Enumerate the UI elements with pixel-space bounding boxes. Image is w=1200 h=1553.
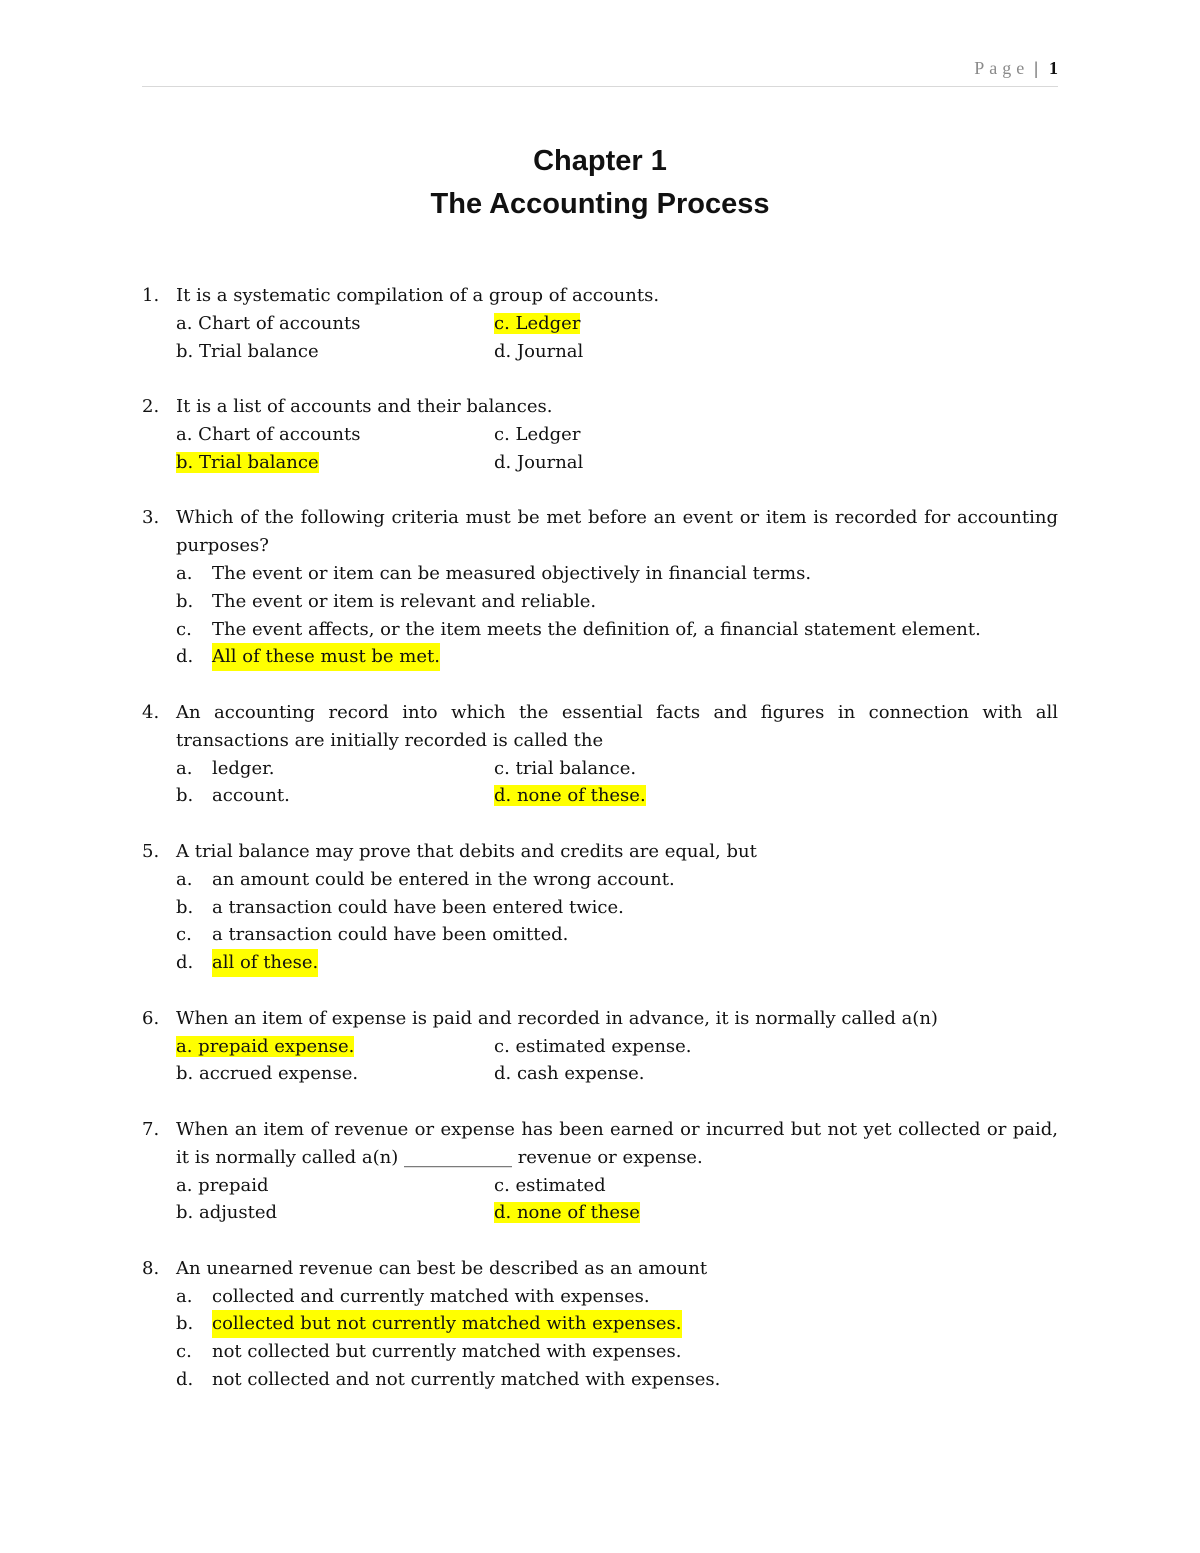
option-a-answer: a. prepaid expense. — [176, 1035, 355, 1057]
option-b: b. The event or item is relevant and reliable. — [176, 590, 597, 612]
option-c: c. a transaction could have been omitted. — [176, 924, 569, 946]
chapter-subtitle: The Accounting Process — [430, 188, 770, 220]
question-list — [142, 282, 1058, 1422]
question-number: 2. — [142, 396, 160, 418]
page-separator: | — [1034, 58, 1038, 78]
question-text: It is a list of accounts and their balances. — [176, 396, 553, 418]
option-d: d. Journal — [494, 340, 584, 362]
option-a: a. collected and currently matched with expenses. — [176, 1285, 650, 1307]
chapter-title: Chapter 1 — [533, 145, 667, 177]
option-b: b. a transaction could have been entered twice. — [176, 896, 624, 918]
option-a: a. Chart of accounts — [176, 423, 361, 445]
option-b: b. adjusted — [176, 1202, 278, 1224]
question-3 — [142, 504, 1058, 671]
options — [176, 866, 1058, 977]
page-label: Page — [974, 58, 1030, 78]
option-c: c. estimated — [494, 1174, 606, 1196]
option-c: c. The event affects, or the item meets the definition of, a financial statement element. — [176, 618, 981, 640]
option-c: c. estimated expense. — [494, 1035, 692, 1057]
question-text: A trial balance may prove that debits and credits are equal, but — [176, 840, 757, 862]
option-c: c. trial balance. — [494, 757, 637, 779]
option-b: b. accrued expense. — [176, 1063, 359, 1085]
option-c-answer: c. Ledger — [494, 312, 581, 334]
page-number: 1 — [1049, 58, 1058, 78]
question-number: 4. — [142, 701, 160, 723]
option-d: d. not collected and not currently matched with expenses. — [176, 1369, 721, 1391]
option-b-answer: b. collected but not currently matched with expenses. — [176, 1310, 1058, 1338]
question-text: It is a systematic compilation of a group of accounts. — [176, 285, 660, 306]
option-d: d. cash expense. — [494, 1063, 645, 1085]
page-header — [142, 58, 1058, 87]
question-text: When an item of expense is paid and recorded in advance, it is normally called a(n) — [176, 1007, 938, 1029]
options — [176, 310, 1058, 366]
question-text: An unearned revenue can best be described as an amount — [176, 1257, 708, 1279]
question-4 — [142, 699, 1058, 810]
question-5 — [142, 838, 1058, 977]
options — [176, 1172, 1058, 1228]
option-a: a. ledger. — [176, 757, 275, 779]
question-1 — [142, 282, 1058, 365]
options — [176, 560, 1058, 671]
question-number: 7. — [142, 1118, 160, 1140]
question-number: 8. — [142, 1257, 160, 1279]
option-a: a. an amount could be entered in the wrong account. — [176, 868, 675, 890]
option-d: d. Journal — [494, 451, 584, 473]
question-text: Which of the following criteria must be met before an event or item is recorded for accounting purposes? — [176, 507, 1058, 557]
options — [176, 1033, 1058, 1089]
option-b: b. account. — [176, 785, 290, 807]
options — [176, 755, 1058, 811]
option-d-answer: d. none of these. — [494, 785, 646, 807]
option-d-answer: d. All of these must be met. — [176, 643, 1058, 671]
options — [176, 1283, 1058, 1394]
question-8 — [142, 1255, 1058, 1394]
question-number: 3. — [142, 507, 160, 529]
question-number: 1. — [142, 285, 160, 306]
option-c: c. Ledger — [494, 423, 581, 445]
question-6 — [142, 1005, 1058, 1088]
question-2 — [142, 393, 1058, 476]
option-b: b. Trial balance — [176, 340, 319, 362]
question-text: An accounting record into which the essential facts and figures in connection with all transactions are initially recorded is called the — [176, 701, 1058, 751]
options — [176, 421, 1058, 477]
option-d-answer: d. all of these. — [176, 949, 1058, 977]
question-text: When an item of revenue or expense has been earned or incurred but not yet collected or paid, it is normally called a(n) ____________ revenue or expense. — [176, 1118, 1058, 1168]
option-a: a. The event or item can be measured objectively in financial terms. — [176, 562, 812, 584]
question-number: 6. — [142, 1007, 160, 1029]
option-b-answer: b. Trial balance — [176, 451, 319, 473]
option-a: a. Chart of accounts — [176, 312, 361, 334]
option-c: c. not collected but currently matched with expenses. — [176, 1341, 682, 1363]
question-7 — [142, 1116, 1058, 1227]
title-block — [0, 140, 1200, 226]
option-a: a. prepaid — [176, 1174, 269, 1196]
option-d-answer: d. none of these — [494, 1202, 640, 1224]
question-number: 5. — [142, 840, 160, 862]
